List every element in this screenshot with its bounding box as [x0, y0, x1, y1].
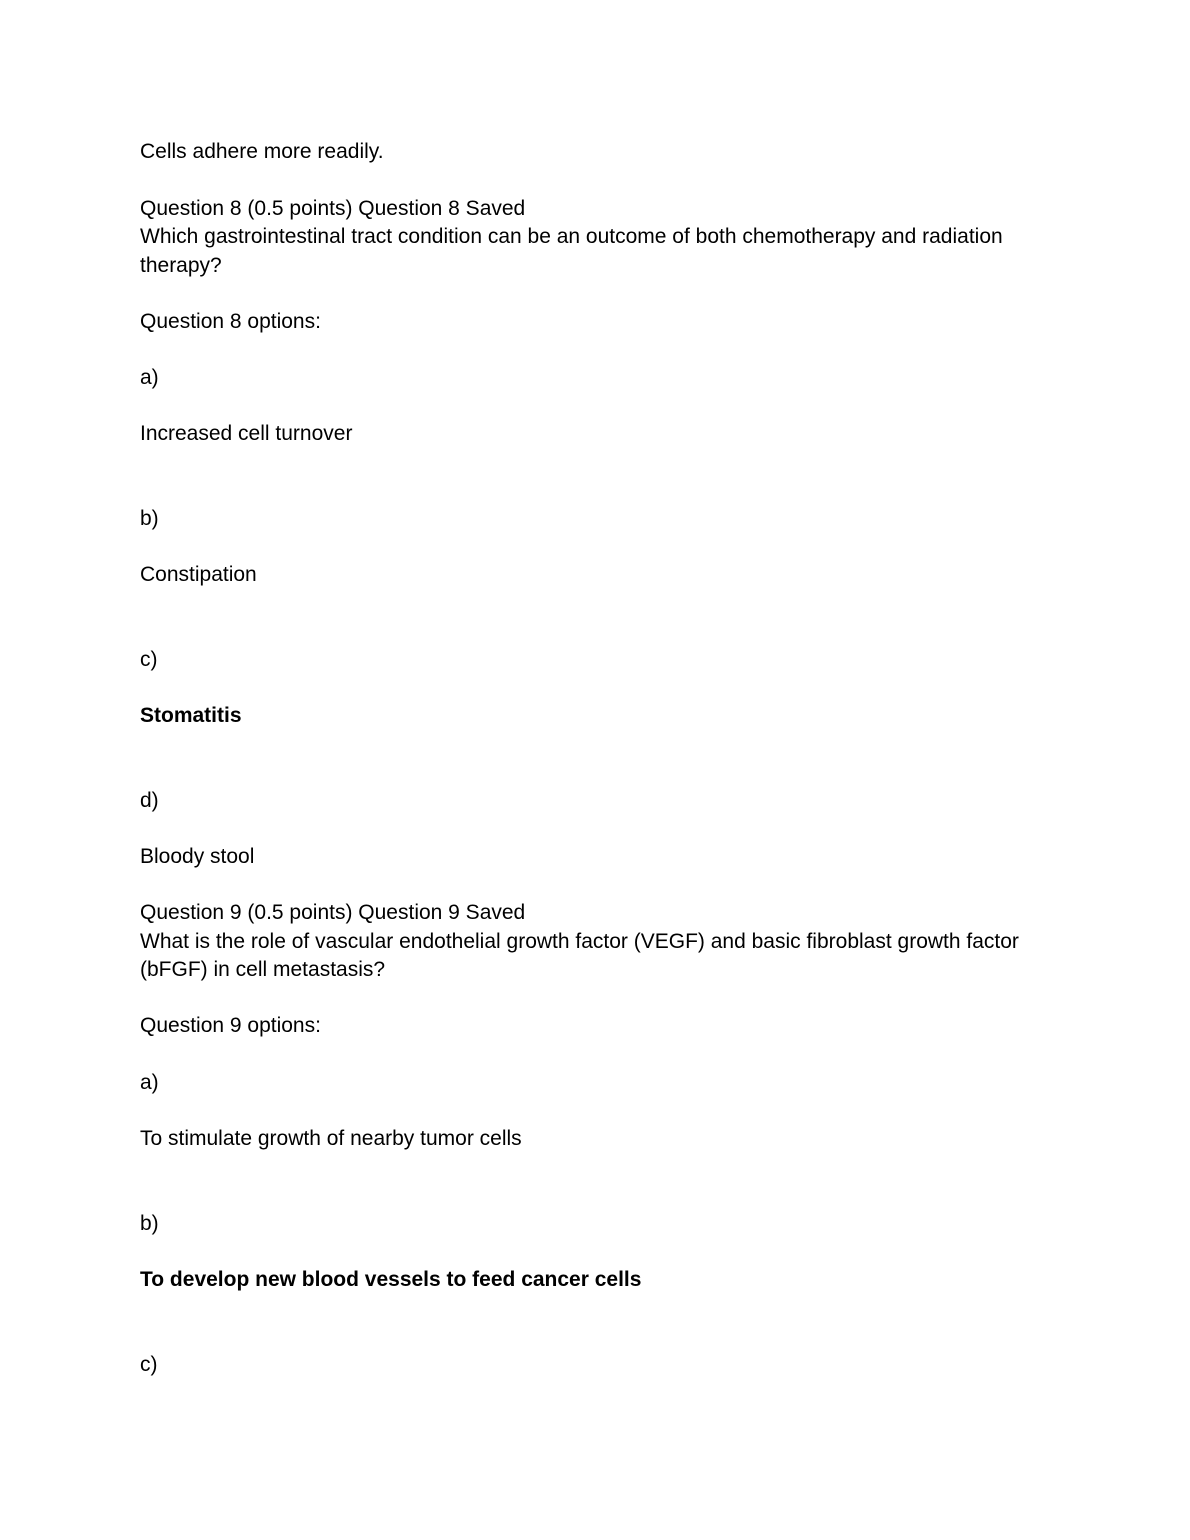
q8-option-c-letter: c) — [140, 648, 158, 671]
q8-text-line-1: Which gastrointestinal tract condition can be an outcome of both chemotherapy and radiation — [140, 225, 1003, 248]
q8-option-d-text: Bloody stool — [140, 845, 255, 868]
q8-option-b-letter: b) — [140, 507, 159, 530]
q9-option-b-text: To develop new blood vessels to feed cancer cells — [140, 1268, 642, 1291]
q9-header: Question 9 (0.5 points) Question 9 Saved — [140, 901, 526, 924]
q9-text-line-2: (bFGF) in cell metastasis? — [140, 958, 386, 981]
q9-option-a-text: To stimulate growth of nearby tumor cells — [140, 1127, 522, 1150]
q8-header: Question 8 (0.5 points) Question 8 Saved — [140, 197, 526, 220]
intro-line: Cells adhere more readily. — [140, 140, 384, 163]
q8-option-c-text: Stomatitis — [140, 704, 242, 727]
q8-option-d-letter: d) — [140, 789, 159, 812]
q9-option-b-letter: b) — [140, 1212, 159, 1235]
q8-text-line-2: therapy? — [140, 254, 222, 277]
q9-option-c-letter: c) — [140, 1353, 158, 1376]
q8-option-b-text: Constipation — [140, 563, 257, 586]
q8-option-a-text: Increased cell turnover — [140, 422, 353, 445]
q9-option-a-letter: a) — [140, 1071, 159, 1094]
q8-options-label: Question 8 options: — [140, 310, 321, 333]
q9-options-label: Question 9 options: — [140, 1014, 321, 1037]
q8-option-a-letter: a) — [140, 366, 159, 389]
q9-text-line-1: What is the role of vascular endothelial growth factor (VEGF) and basic fibroblast growth factor — [140, 930, 1019, 953]
